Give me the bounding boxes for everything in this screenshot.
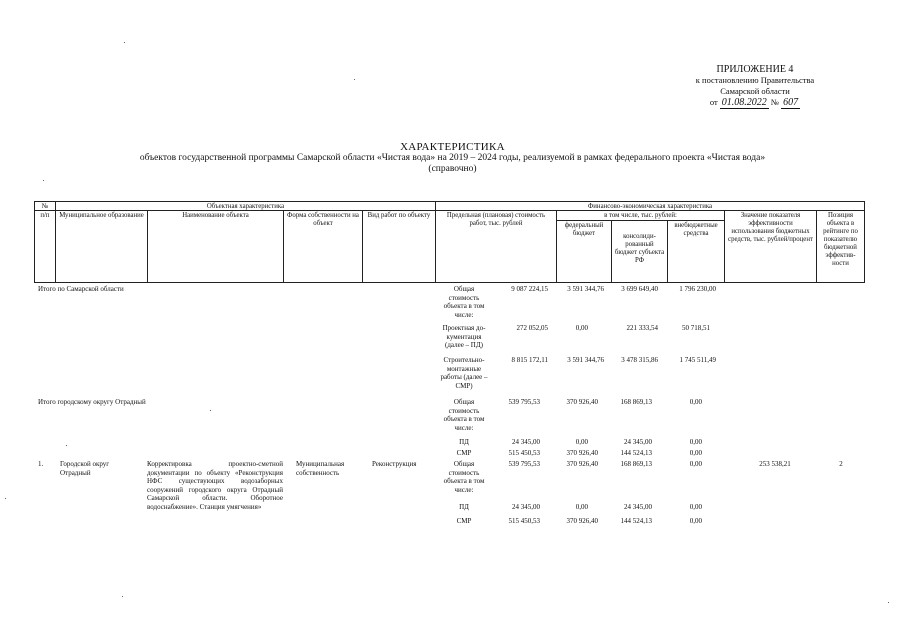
appendix-region: Самарской области [720,86,790,96]
total-district-cost: 539 795,53 [508,398,540,406]
date-prefix: от [709,97,718,107]
object-1-efficiency: 253 538,21 [759,460,791,468]
total-district-smr-federal: 370 926,40 [566,449,598,457]
header-consolidated: консолиди-рованный бюджет субъекта РФ [611,220,668,283]
total-region-pd-federal: 0,00 [575,324,588,332]
total-region-smr-extra: 1 745 511,49 [679,356,716,364]
document-heading: ХАРАКТЕРИСТИКА [400,141,505,153]
object-1-pd-federal: 0,00 [575,503,588,511]
total-region-federal: 3 591 344,76 [567,285,604,293]
total-district-row-label: Общая стоимость объекта в том числе: [443,398,485,432]
object-1-smr-consolidated: 144 524,13 [620,517,652,525]
object-1-pd-extra: 0,00 [689,503,702,511]
total-region-pd-extra: 50 718,51 [682,324,710,332]
object-1-pd-cost: 24 345,00 [512,503,540,511]
header-efficiency: Значение показателя эффективности использования бюджетных средств, тыс. рублей/процент [724,210,817,283]
object-1-rank: 2 [839,460,843,468]
object-1-smr-extra: 0,00 [689,517,702,525]
total-district-federal: 370 926,40 [566,398,598,406]
total-region-consolidated: 3 699 649,40 [621,285,658,293]
scan-speck [210,410,211,411]
total-region-smr-consolidated: 3 478 315,86 [621,356,658,364]
total-district-pd-federal: 0,00 [575,438,588,446]
total-region-pd-label: Проектная до-кументация (далее – ПД) [442,324,486,349]
object-1-smr-federal: 370 926,40 [566,517,598,525]
header-municipality: Муниципальное образование [55,210,148,283]
object-1-municipality: Городской округ Отрадный [60,460,110,477]
scan-speck [66,445,67,446]
object-1-smr-cost: 515 450,53 [508,517,540,525]
header-extrabudget: внебюджетные средства [667,220,725,283]
total-district-extra: 0,00 [689,398,702,406]
appendix-title: ПРИЛОЖЕНИЕ 4 [716,64,794,75]
object-1-work-type: Реконструкция [372,460,417,468]
header-federal: федеральный бюджет [556,220,612,283]
object-1-federal: 370 926,40 [566,460,598,468]
object-1-ownership: Муниципальная собственность [296,460,345,477]
total-region-pd-cost: 272 052,05 [516,324,548,332]
total-region-smr-cost: 8 815 172,11 [511,356,548,364]
total-region-row-label: Общая стоимость объекта в том числе: [443,285,485,319]
total-district-pd-extra: 0,00 [689,438,702,446]
total-district-smr-consolidated: 144 524,13 [620,449,652,457]
header-object-name: Наименование объекта [147,210,284,283]
decree-number: 607 [783,97,799,108]
object-1-num: 1. [38,460,44,468]
header-ownership: Форма собственности на объект [283,210,363,283]
object-1-extra: 0,00 [689,460,702,468]
total-region-smr-federal: 3 591 344,76 [567,356,604,364]
object-1-pd-label: ПД [459,503,469,511]
header-cost: Предельная (плановая) стоимость работ, тыс. рублей [435,210,557,283]
total-district-smr-label: СМР [456,449,472,457]
appendix-block [640,64,870,108]
total-region-pd-consolidated: 221 333,54 [626,324,658,332]
scan-speck [124,42,125,43]
total-district-pd-consolidated: 24 345,00 [624,438,652,446]
header-object-group: Объектная характеристика [55,201,436,211]
document-note: (справочно) [428,164,477,174]
total-region-smr-label: Строительно-монтажные работы (далее – СМР) [440,356,488,390]
header-num: п/п [34,210,56,283]
total-district-smr-cost: 515 450,53 [508,449,540,457]
total-region-label: Итого по Самарской области [38,285,124,293]
total-district-smr-extra: 0,00 [689,449,702,457]
decree-date: 01.08.2022 [721,97,767,108]
header-work-type: Вид работ по объекту [362,210,436,283]
header-rank: Позиция объекта в рейтинге по показателю бюджетной эффектив-ности [816,210,865,283]
header-incl: в том числе, тыс. рублей: [556,210,725,221]
object-1-consolidated: 168 869,13 [620,460,652,468]
object-1-row-label: Общая стоимость объекта в том числе: [443,460,485,494]
header-finance-group: Финансово-экономическая характеристика [435,201,865,211]
total-district-pd-label: ПД [459,438,469,446]
document-title-block [0,142,905,175]
total-district-consolidated: 168 869,13 [620,398,652,406]
document-subtitle: объектов государственной программы Самарской области «Чистая вода» на 2019 – 2024 годы, реализуемой в рамках федерального проекта «Чистая вода» [139,153,766,163]
total-district-pd-cost: 24 345,00 [512,438,540,446]
object-1-pd-consolidated: 24 345,00 [624,503,652,511]
scan-speck [354,79,355,80]
scan-speck [122,596,123,597]
appendix-date-line [640,97,870,108]
object-1-smr-label: СМР [456,517,472,525]
header-num-top: № [34,201,56,211]
number-prefix: № [770,97,780,107]
scan-speck [888,602,889,603]
object-1-name: Корректировка проектно-сметной документации по объекту «Реконструкция НФС существующих водозаборных сооружений городского округа Отрадный Самарской области. Оборотное водоснабжение». Станция умягчения» [147,460,283,511]
total-region-cost: 9 087 224,15 [511,285,548,293]
appendix-decree: к постановлению Правительства [695,75,815,85]
object-1-cost: 539 795,53 [508,460,540,468]
total-district-label: Итого городскому округу Отрадный [38,398,146,406]
total-region-extra: 1 796 230,00 [679,285,716,293]
scan-speck [43,180,44,181]
scan-speck [5,498,6,499]
